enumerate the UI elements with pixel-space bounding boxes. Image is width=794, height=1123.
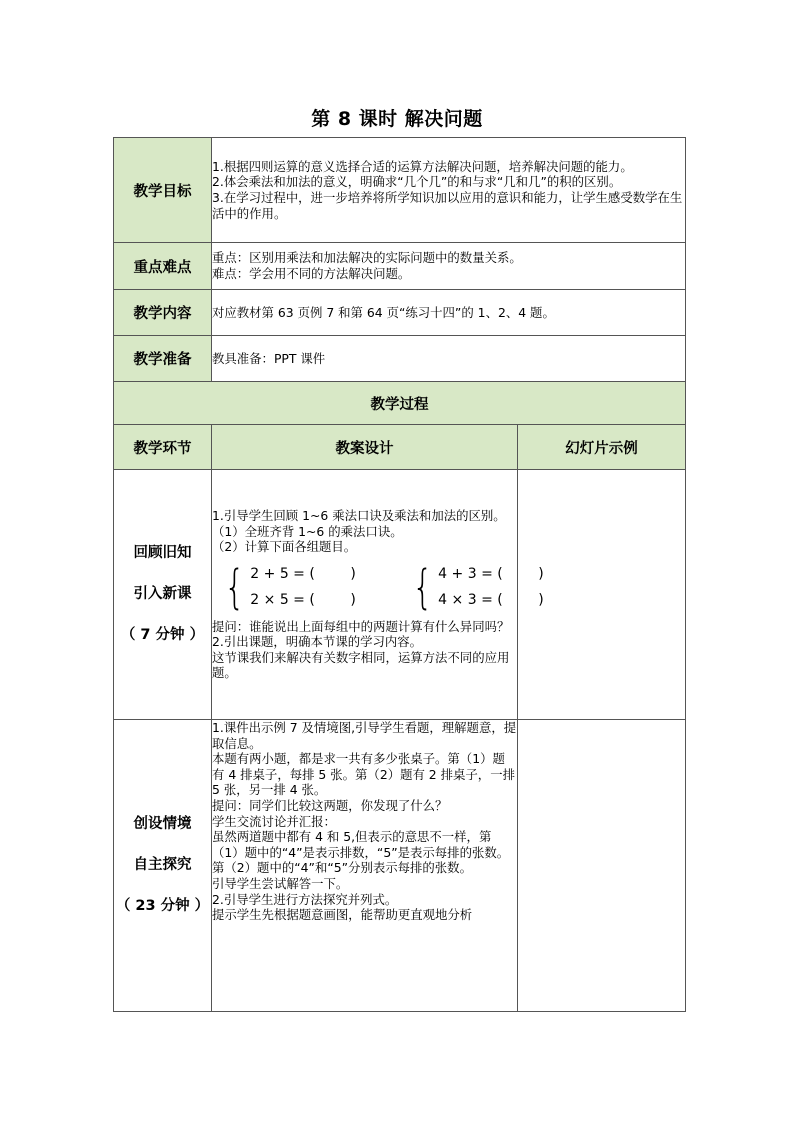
- objectives-content: [212, 138, 686, 243]
- objectives-row: [114, 138, 686, 243]
- process-header: 教学过程: [114, 382, 686, 425]
- stage1-line: 提问：谁能说出上面每组中的两题计算有什么异同吗？: [212, 618, 510, 634]
- lesson-plan-table: [113, 137, 686, 1012]
- preparation-row: [114, 336, 686, 382]
- stage2-duration: （ 23 分钟 ）: [115, 898, 210, 914]
- column-header-stage: 教学环节: [114, 425, 212, 470]
- stage2-line: 2.引导学生进行方法探究并列式。: [212, 891, 398, 907]
- stage2-slides: [518, 720, 686, 1012]
- stage1-name-line: 引入新课: [133, 586, 192, 602]
- stage1-design: [212, 470, 544, 720]
- stage2-line: 提示学生先根据题意画图，能帮助更直观地分析: [212, 907, 473, 923]
- column-header-row: [114, 425, 686, 470]
- stage1-name: [114, 470, 212, 720]
- stage1-line: 这节课我们来解决有关数字相同，运算方法不同的应用题。: [212, 649, 510, 681]
- objectives-label: 教学目标: [114, 138, 212, 243]
- stage2-name: [114, 720, 212, 1012]
- stage2-row: [114, 720, 686, 1012]
- brace-icon: {: [224, 559, 245, 614]
- equation: 4 × 3 = ( ): [438, 591, 544, 608]
- stage2-line: 学生交流讨论并汇报：: [212, 813, 336, 829]
- key-points-row: [114, 243, 686, 290]
- stage1-line: 2.引出课题，明确本节课的学习内容。: [212, 634, 423, 650]
- equation: 2 + 5 = ( ): [250, 565, 356, 582]
- preparation-label: 教学准备: [114, 336, 212, 382]
- content-text: 对应教材第 63 页例 7 和第 64 页“练习十四”的 1、2、4 题。: [212, 290, 686, 336]
- stage1-name-line: 回顾旧知: [133, 545, 192, 561]
- stage2-line: 引导学生尝试解答一下。: [212, 875, 349, 891]
- key-points-content: [212, 243, 686, 290]
- stage2-design: [212, 720, 518, 1012]
- page-title: 第 8 课时 解决问题: [311, 108, 483, 130]
- equation: 2 × 5 = ( ): [250, 591, 356, 608]
- column-header-design: 教案设计: [212, 425, 518, 470]
- objective-item: 2.体会乘法和加法的意义，明确求“几个几”的和与求“几和几”的积的区别。: [212, 174, 622, 190]
- stage2-line: 本题有两小题，都是求一共有多少张桌子。第（1）题有 4 排桌子，每排 5 张。第（2）题有 2 排桌子，一排 5 张，另一排 4 张。: [212, 751, 515, 798]
- stage2-name-line: 自主探究: [133, 857, 192, 873]
- equation-group-right: [408, 561, 544, 613]
- stage1-line: （1）全班齐背 1~6 的乘法口诀。: [212, 523, 403, 539]
- stage1-duration: （ 7 分钟 ）: [120, 627, 205, 643]
- stage2-line: 提问：同学们比较这两题，你发现了什么？: [212, 797, 448, 813]
- equation-groups: [212, 555, 544, 619]
- stage1-line: 1.引导学生回顾 1~6 乘法口诀及乘法和加法的区别。: [212, 507, 506, 523]
- content-label: 教学内容: [114, 290, 212, 336]
- key-point-item: 难点：学会用不同的方法解决问题。: [212, 266, 411, 281]
- equation: 4 + 3 = ( ): [438, 565, 544, 582]
- stage1-row: [114, 470, 686, 720]
- brace-icon: {: [412, 559, 433, 614]
- content-row: [114, 290, 686, 336]
- stage2-name-line: 创设情境: [133, 816, 192, 832]
- stage1-line: （2）计算下面各组题目。: [212, 539, 357, 555]
- column-header-slides: 幻灯片示例: [518, 425, 686, 470]
- preparation-text: 教具准备：PPT 课件: [212, 336, 686, 382]
- stage2-line: 1.课件出示例 7 及情境图,引导学生看题，理解题意，提取信息。: [212, 720, 517, 751]
- objective-item: 1.根据四则运算的意义选择合适的运算方法解决问题，培养解决问题的能力。: [212, 158, 633, 174]
- key-points-label: 重点难点: [114, 243, 212, 290]
- equation-group-left: [220, 561, 356, 613]
- key-point-item: 重点：区别用乘法和加法解决的实际问题中的数量关系。: [212, 250, 522, 266]
- stage2-line: 虽然两道题中都有 4 和 5,但表示的意思不一样，第（1）题中的“4”是表示排数，“5”是表示每排的张数。第（2）题中的“4”和“5”分别表示每排的张数。: [212, 829, 510, 876]
- process-header-row: [114, 382, 686, 425]
- objective-item: 3.在学习过程中，进一步培养将所学知识加以应用的意识和能力，让学生感受数学在生活中的作用。: [212, 190, 683, 221]
